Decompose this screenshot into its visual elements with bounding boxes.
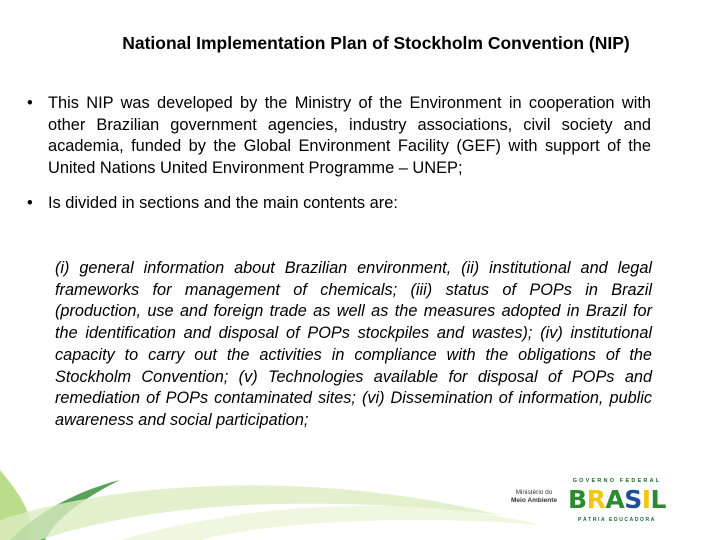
bullet-marker: • <box>27 94 33 112</box>
brasil-letter: L <box>650 485 666 514</box>
gov-federal-label: GOVERNO FEDERAL <box>572 478 662 484</box>
brasil-letter: R <box>586 485 606 514</box>
brasil-letter: I <box>641 485 651 514</box>
brasil-letter: A <box>605 485 625 514</box>
bullet-item <box>27 93 651 180</box>
patria-educadora-label: PÁTRIA EDUCADORA <box>578 517 656 523</box>
brasil-letter: B <box>568 485 587 514</box>
bullet-text: Is divided in sections and the main contents are: <box>48 193 398 212</box>
bullet-marker: • <box>27 193 33 212</box>
ministry-logo-line1: Ministério do <box>515 489 553 496</box>
ministry-logo <box>504 489 564 505</box>
bullet-item <box>27 193 651 215</box>
bullet-list <box>27 93 651 215</box>
brasil-letter: S <box>624 485 642 514</box>
page-title: National Implementation Plan of Stockholm Convention (NIP) <box>122 33 630 53</box>
ministry-logo-line2: Meio Ambiente <box>511 497 557 504</box>
bullet-text: This NIP was developed by the Ministry of the Environment in cooperation with other Brazilian government agencies, industry associations, civil society and academia, funded by the Global Environment Facility (GEF) with support of the United Nations United Environment Programme – UNEP; <box>48 94 651 178</box>
contents-paragraph: (i) general information about Brazilian environment, (ii) institutional and legal frameworks for management of chemicals; (iii) status of POPs in Brazil (production, use and foreign trade as well as the measures adopted in Brazil for the identification and disposal of POPs stockpiles and wastes); (iv) institutional capacity to carry out the activities in compliance with the obligations of the Stockholm Convention; (v) Technologies available for disposal of POPs and remediation of POPs contaminated sites; (vi) Dissemination of information, public awareness and social participation; <box>55 259 652 429</box>
brasil-logo <box>568 485 668 514</box>
